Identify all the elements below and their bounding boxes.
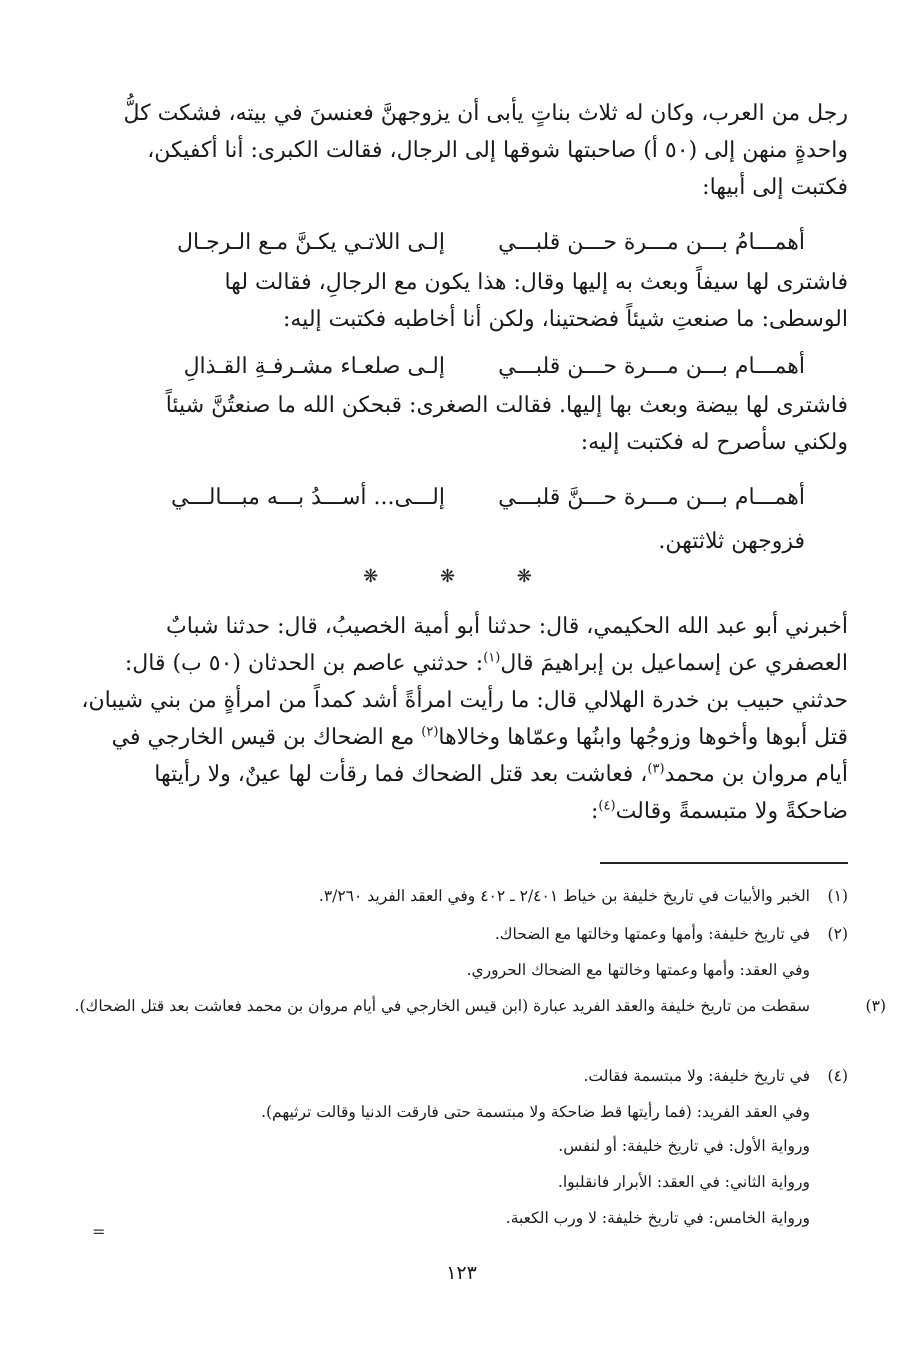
section-separator: ❋ ❋ ❋	[363, 566, 560, 587]
text-line: حدثني حبيب بن خدرة الهلالي قال: ما رأيت امرأةً أشد كمداً من امرأةٍ من بني شيبان،	[81, 688, 848, 713]
verse-first-hemistich: أهمـــام بـــن مـــرة حـــنَّ قلبـــي	[498, 485, 805, 510]
footnote-text: وفي العقد: وأمها وعمتها وخالتها مع الضحاك الحروري.	[466, 961, 810, 979]
footnote-4-line	[76, 1134, 848, 1158]
footnote-text: ورواية الثاني: في العقد: الأبرار فانقلبوا.	[557, 1173, 810, 1191]
text-line: واحدةٍ منهن إلى (٥٠ أ) صاحبتها شوقها إلى الرجال، فقالت الكبرى: أنا أكفيكن،	[147, 138, 848, 163]
paragraph-intro	[76, 95, 848, 206]
paragraph-conclusion	[33, 523, 805, 560]
footnote-4-line	[76, 1170, 848, 1194]
text-line: أخبرني أبو عبد الله الحكيمي، قال: حدثنا أبو أمية الخصيبُ، قال: حدثنا شبابٌ	[166, 614, 848, 639]
text-line: فاشترى لها سيفاً وبعث به إليها وقال: هذا يكون مع الرجالِ، فقالت لها	[224, 270, 848, 295]
footnote-text: ورواية الأول: في تاريخ خليفة: أو لنفس.	[558, 1137, 810, 1155]
text-line: ولكني سأصرح له فكتبت إليه:	[580, 430, 848, 455]
text-line: فاشترى لها بيضة وبعث بها إليها. فقالت الصغرى: قبحكن الله ما صنعتُنَّ شيئاً	[165, 393, 848, 418]
footnote-text: سقطت من تاريخ خليفة والعقد الفريد عبارة (ابن قيس الخارجي في أيام مروان بن محمد فعاشت بعد قتل الضحاك).	[74, 997, 810, 1015]
footnote-marker[interactable]: (١)	[483, 650, 501, 666]
text-line: ضاحكةً ولا متبسمةً وقالت$^{(٤)}$:	[591, 798, 848, 824]
text-line: قتل أبوها وأخوها وزوجُها وابنُها وعمّاها وخالاها$^{(٢)}$ مع الضحاك بن قيس الخارجي في	[111, 724, 848, 750]
text-line: فكتبت إلى أبيها:	[702, 175, 848, 200]
page-number: ١٢٣	[446, 1262, 477, 1284]
footnote-text: في تاريخ خليفة: وأمها وعمتها وخالتها مع الضحاك.	[494, 925, 810, 943]
verse-second-hemistich: إلـى صلعـاء مشـرفـةِ القـذالِ	[183, 354, 445, 379]
footnote-number: (٤)	[827, 1067, 848, 1085]
footnote-1	[76, 884, 848, 908]
footnote-number: (٣)	[865, 997, 886, 1015]
footnote-text: الخبر والأبيات في تاريخ خليفة بن خياط ٢/٤٠١ ـ ٤٠٢ وفي العقد الفريد ٣/٢٦٠.	[318, 887, 810, 905]
paragraph-narration	[76, 608, 848, 830]
text-line: العصفري عن إسماعيل بن إبراهيمَ قال$^{(١)}$: حدثني عاصم بن الحدثان (٥٠ ب) قال:	[124, 650, 848, 676]
footnote-marker[interactable]: (٣)	[647, 761, 665, 777]
footnote-text: وفي العقد الفريد: (فما رأيتها قط ضاحكة ولا مبتسمة حتى فارقت الدنيا وقالت ترثيهم).	[261, 1103, 810, 1121]
footnote-text: في تاريخ خليفة: ولا مبتسمة فقالت.	[583, 1067, 810, 1085]
paragraph-middle-result	[76, 387, 848, 461]
text-line: رجل من العرب، وكان له ثلاث بناتٍ يأبى أن يزوجهنَّ فعنسنَ في بيته، فشكت كلُّ	[123, 101, 848, 126]
footnote-4-line	[76, 1100, 848, 1124]
footnote-text: ورواية الخامس: في تاريخ خليفة: لا ورب الكعبة.	[505, 1209, 810, 1227]
verse-first-hemistich: أهمـــام بـــن مـــرة حـــن قلبـــي	[498, 354, 805, 379]
footnote-divider	[600, 862, 848, 864]
verse-1	[115, 223, 805, 263]
footnote-number: (٢)	[827, 925, 848, 943]
footnote-3	[38, 994, 886, 1018]
margin-mark: =	[92, 1222, 106, 1241]
text-line: الوسطى: ما صنعتِ شيئاً فضحتينا، ولكن أنا أخاطبه فكتبت إليه:	[282, 307, 848, 332]
verse-2	[115, 347, 805, 387]
paragraph-eldest-result	[76, 264, 848, 338]
verse-second-hemistich: إلـــى... أســـدُ بـــه مبـــالـــي	[171, 485, 445, 510]
footnote-2-continuation	[76, 958, 848, 982]
footnote-2	[76, 922, 848, 946]
text-line: أيام مروان بن محمد$^{(٣)}$، فعاشت بعد قتل الضحاك فما رقأت لها عينٌ، ولا رأيتها	[154, 761, 848, 787]
footnote-marker[interactable]: (٢)	[421, 724, 439, 740]
footnote-4	[76, 1064, 848, 1088]
verse-first-hemistich: أهمـــامُ بـــن مـــرة حـــن قلبـــي	[498, 230, 805, 255]
footnote-number: (١)	[827, 887, 848, 905]
verse-second-hemistich: إلـى اللاتـي يكـنَّ مـع الـرجـال	[177, 230, 445, 255]
verse-3	[115, 478, 805, 518]
footnote-marker[interactable]: (٤)	[598, 798, 616, 814]
footnote-4-line	[76, 1206, 848, 1230]
text-line: فزوجهن ثلاثتهن.	[658, 529, 805, 554]
